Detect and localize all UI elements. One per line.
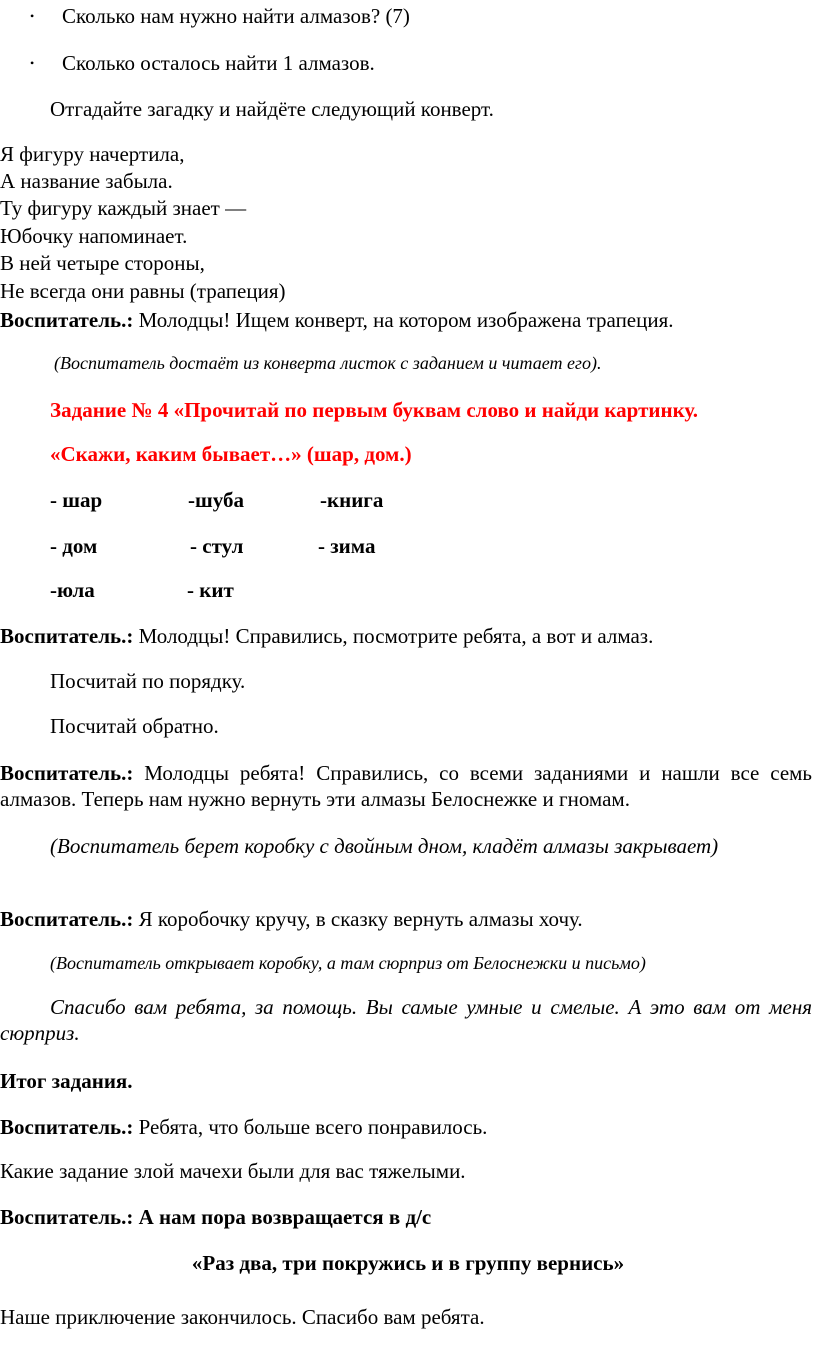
word-item: -юла [50, 578, 95, 602]
paragraph-question [0, 1114, 487, 1140]
speaker-text: Я коробочку кручу, в сказку вернуть алмазы хочу. [138, 907, 583, 931]
intro-text: Отгадайте загадку и найдёте следующий конверт. [50, 97, 494, 121]
word-item: - дом [50, 534, 98, 558]
speaker-label: Воспитатель.: [0, 624, 134, 648]
word-item: - зима [318, 534, 376, 558]
paragraph-go-back [0, 1204, 431, 1230]
speaker-text: Ребята, что больше всего понравилось. [138, 1115, 488, 1139]
count-back: Посчитай обратно. [50, 714, 219, 738]
paragraph-trapezoid [0, 307, 674, 333]
word-item: -книга [320, 488, 384, 512]
speaker-label: Воспитатель.: [0, 308, 134, 332]
closing-text: Наше приключение закончилось. Спасибо вам ребята. [0, 1305, 485, 1329]
paragraph-diamond [0, 623, 653, 649]
summary-title: Итог задания. [0, 1069, 133, 1093]
speaker-label: Воспитатель.: [0, 1115, 134, 1139]
speaker-text: Молодцы ребята! Справились, со всеми заданиями и нашли все семь алмазов. Теперь нам нужно вернуть эти алмазы Белоснежке и гномам. [0, 761, 813, 811]
speaker-text: Молодцы! Ищем конверт, на котором изображена трапеция. [138, 308, 674, 332]
speaker-label: Воспитатель.: [0, 761, 134, 785]
bullet-icon: • [30, 9, 35, 23]
word-item: - стул [190, 534, 244, 558]
poem-line: В ней четыре стороны, [0, 251, 205, 275]
stage-note: (Воспитатель достаёт из конверта листок с заданием и читает его). [54, 353, 602, 373]
stage-note-box: (Воспитатель берет коробку с двойным дном, кладёт алмазы закрывает) [50, 834, 719, 858]
speaker-label: Воспитатель.: [0, 907, 134, 931]
stage-note-surprise: (Воспитатель открывает коробку, а там сюрприз от Белоснежки и письмо) [50, 953, 646, 973]
poem-line: Не всегда они равны (трапеция) [0, 279, 286, 303]
paragraph-hard: Какие задание злой мачехи были для вас тяжелыми. [0, 1159, 466, 1183]
chant-text: «Раз два, три покружись и в группу вернись» [191, 1251, 625, 1275]
letter-text: Спасибо вам ребята, за помощь. Вы самые умные и смелые. А это вам от меня сюрприз. [0, 995, 812, 1045]
speaker-label: Воспитатель.: [0, 1205, 134, 1229]
task-subheading: «Скажи, каким бывает…» (шар, дом.) [50, 442, 412, 466]
task-heading: Задание № 4 «Прочитай по первым буквам слово и найди картинку. [50, 398, 699, 422]
speaker-text: А нам пора возвращается в д/с [138, 1205, 432, 1229]
bullet-icon: • [30, 56, 35, 70]
word-item: - кит [187, 578, 234, 602]
bullet-question-total: Сколько нам нужно найти алмазов? (7) [62, 4, 410, 28]
poem-line: Ту фигуру каждый знает — [0, 196, 247, 220]
word-item: - шар [50, 488, 103, 512]
poem-line: А название забыла. [0, 169, 173, 193]
count-forward: Посчитай по порядку. [50, 669, 246, 693]
bullet-question-remaining: Сколько осталось найти 1 алмазов. [62, 51, 375, 75]
speaker-text: Молодцы! Справились, посмотрите ребята, а вот и алмаз. [138, 624, 654, 648]
poem-line: Юбочку напоминает. [0, 224, 188, 248]
paragraph-all-found [0, 760, 812, 812]
paragraph-box [0, 906, 583, 932]
word-item: -шуба [188, 488, 244, 512]
poem-line: Я фигуру начертила, [0, 142, 185, 166]
